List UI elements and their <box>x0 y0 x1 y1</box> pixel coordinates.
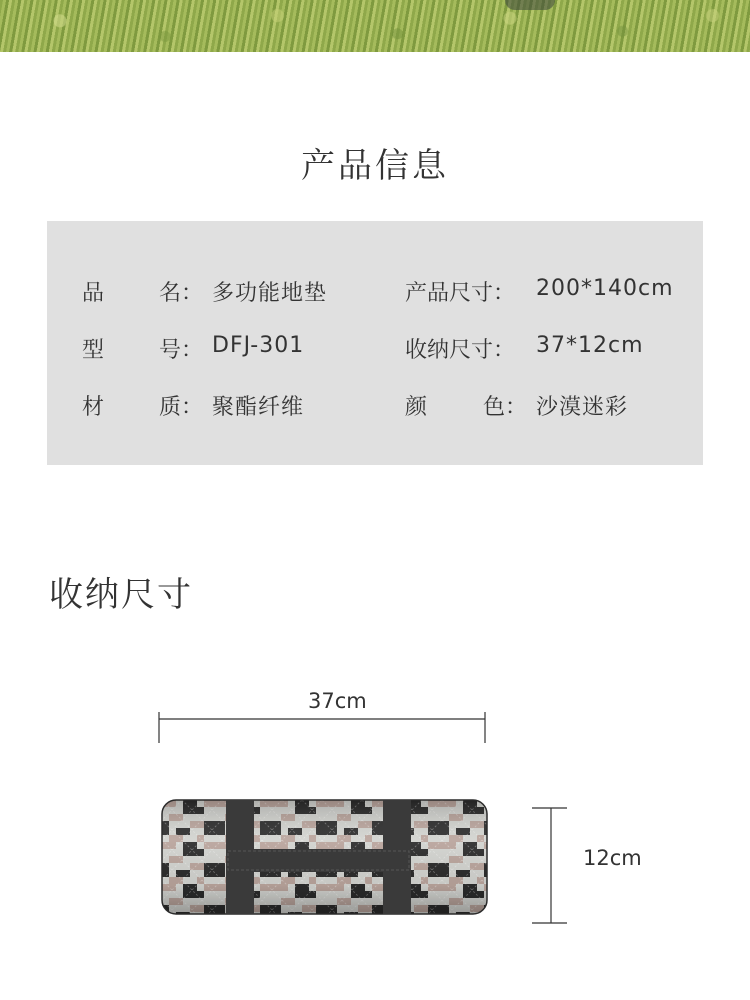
storage-size-title: 收纳尺寸 <box>49 575 193 615</box>
label-material-char2: 质： <box>159 395 204 420</box>
label-color-char1: 颜 <box>405 395 428 420</box>
height-dimension-label: 12cm <box>583 846 642 870</box>
label-name-char1: 品 <box>82 281 105 306</box>
label-storage-size: 收纳尺寸： <box>405 338 516 363</box>
label-product-size: 产品尺寸： <box>405 281 516 306</box>
label-name-char2: 名： <box>159 281 204 306</box>
value-model: DFJ-301 <box>212 333 305 358</box>
value-name: 多功能地垫 <box>212 281 328 306</box>
value-storage-size: 37*12cm <box>536 333 644 358</box>
label-model-char1: 型 <box>82 338 105 363</box>
value-product-size: 200*140cm <box>536 276 674 301</box>
product-info-title: 产品信息 <box>301 146 449 186</box>
width-dimension-line <box>159 712 485 743</box>
height-dimension-line <box>532 808 567 923</box>
label-color-char2: 色： <box>483 395 528 420</box>
value-color: 沙漠迷彩 <box>536 395 629 420</box>
width-dimension-label: 37cm <box>308 689 367 713</box>
label-model-char2: 号： <box>159 338 204 363</box>
label-material-char1: 材 <box>82 395 105 420</box>
value-material: 聚酯纤维 <box>212 395 305 420</box>
